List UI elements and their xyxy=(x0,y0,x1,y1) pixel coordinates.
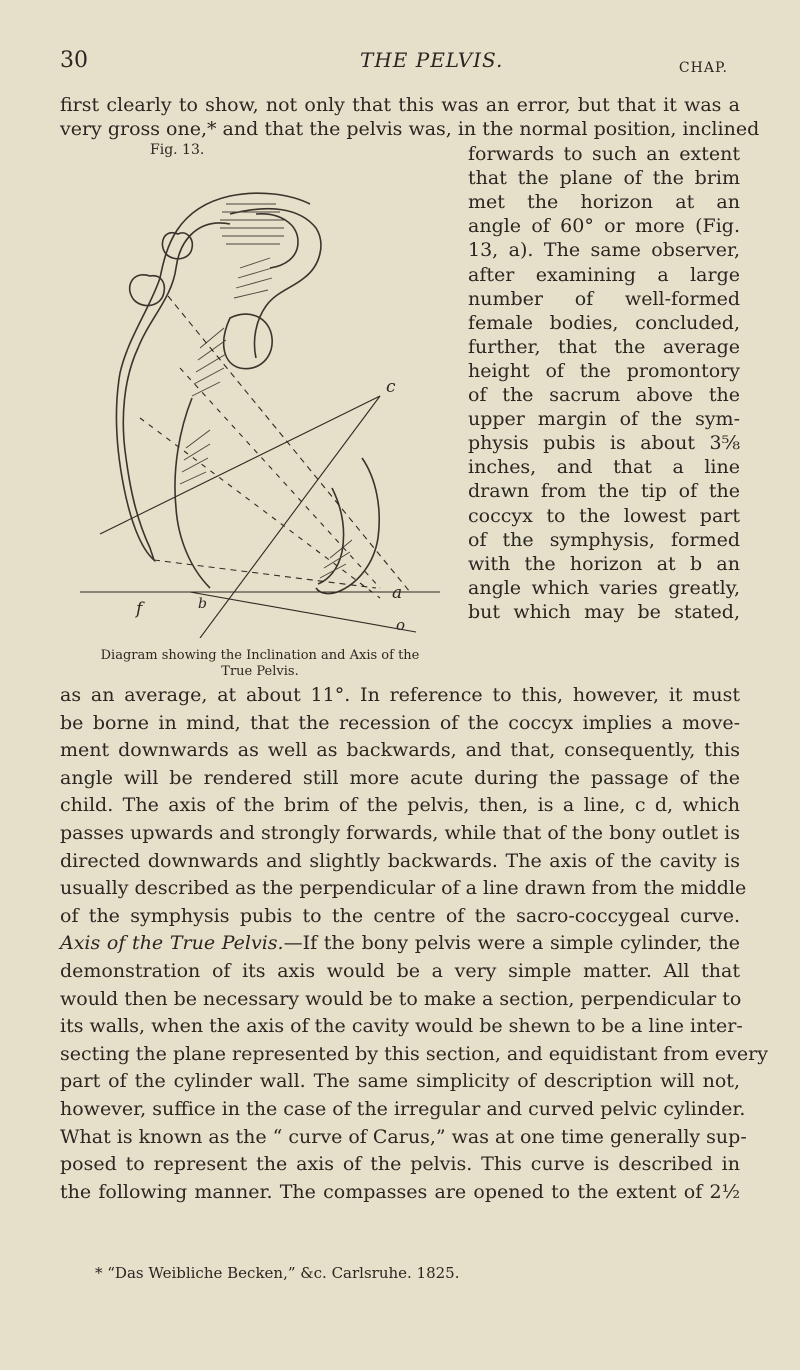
figure-caption xyxy=(60,648,460,680)
text-line: angle which varies greatly, xyxy=(468,576,740,599)
text-line: further, that the average xyxy=(468,335,740,358)
text-line: secting the plane represented by this section, and equidistant from every xyxy=(60,1042,768,1065)
text-line: first clearly to show, not only that this was an error, but that it was a xyxy=(60,94,740,116)
text-line: but which may be stated, xyxy=(468,600,740,623)
ilium-outline xyxy=(230,209,321,358)
text-line: part of the cylinder wall. The same simplicity of description will not, xyxy=(60,1070,740,1093)
page-number: 30 xyxy=(60,48,88,73)
text-line: physis pubis is about 3⅝ xyxy=(468,432,740,455)
text-line: angle of 60° or more (Fig. xyxy=(468,215,740,238)
text-line: demonstration of its axis would be a very simple matter. All that xyxy=(60,960,740,982)
outlet-line-b xyxy=(190,592,416,632)
text-line: angle will be rendered still more acute during the passage of the xyxy=(60,766,740,789)
section-heading: Axis of the True Pelvis. xyxy=(60,932,284,955)
text-line: after examining a large xyxy=(468,263,740,286)
footnote: * “Das Weibliche Becken,” &c. Carlsruhe. 1825. xyxy=(95,1264,460,1282)
page-header xyxy=(60,48,728,78)
coccyx-line xyxy=(154,560,376,588)
text-line: What is known as the “ curve of Carus,” was at one time generally sup- xyxy=(60,1125,747,1148)
pubis-outline xyxy=(316,458,379,594)
letter-c: c xyxy=(386,377,396,397)
inner-dashed-line xyxy=(180,368,380,588)
vertebra-upper xyxy=(162,233,192,259)
text-line: of the sacrum above the xyxy=(468,384,740,406)
text-line: with the horizon at b an xyxy=(468,552,740,575)
letter-b: b xyxy=(198,596,207,612)
text-line: child. The axis of the brim of the pelvis, then, is a line, c d, which xyxy=(60,794,740,817)
acetabulum xyxy=(224,314,273,369)
text-line: that the plane of the brim xyxy=(468,167,740,190)
text-line: be borne in mind, that the recession of the coccyx implies a move- xyxy=(60,711,740,734)
ischium-outline xyxy=(175,398,210,588)
brim-plane-line xyxy=(100,396,380,534)
running-title: THE PELVIS. xyxy=(360,48,504,72)
sacrum-outline xyxy=(117,193,310,560)
text-line: upper margin of the sym- xyxy=(468,408,740,431)
text-line: female bodies, concluded, xyxy=(468,311,740,334)
figure-label: Fig. 13. xyxy=(150,142,205,158)
caption-line: True Pelvis. xyxy=(221,664,299,679)
text-line: its walls, when the axis of the cavity would be shewn to be a line inter- xyxy=(60,1015,743,1038)
text-line: number of well-formed xyxy=(468,287,740,310)
promontory-line xyxy=(168,296,410,592)
pubic-ramus xyxy=(318,488,344,584)
text-line: forwards to such an extent xyxy=(468,143,740,165)
text-line: Axis of the True Pelvis.—If the bony pelvis were a simple cylinder, the xyxy=(60,932,740,955)
text-line: height of the promontory xyxy=(468,359,740,382)
text-line: would then be necessary would be to make a section, perpendicular to xyxy=(60,987,742,1010)
text-line: however, suffice in the case of the irregular and curved pelvic cylinder. xyxy=(60,1098,746,1120)
text-line: as an average, at about 11°. In reference to this, however, it must xyxy=(60,684,740,706)
letter-f: f xyxy=(136,599,143,619)
text-line: usually described as the perpendicular of a line drawn from the middle xyxy=(60,877,747,900)
text-line: of the symphysis, formed xyxy=(468,528,740,551)
iliac-crest xyxy=(256,214,298,268)
text-line: very gross one,* and that the pelvis was, in the normal position, inclined xyxy=(60,118,760,140)
text-line: met the horizon at an xyxy=(468,191,740,214)
letter-a: a xyxy=(392,583,403,603)
pelvis-diagram xyxy=(80,168,460,638)
text-line: passes upwards and strongly forwards, while that of the bony outlet is xyxy=(60,822,740,844)
figure-13 xyxy=(60,142,460,682)
text-line: of the symphysis pubis to the centre of the sacro-coccygeal curve. xyxy=(60,904,740,927)
text-line: inches, and that a line xyxy=(468,456,740,479)
text-line: posed to represent the axis of the pelvis. This curve is described in xyxy=(60,1153,740,1176)
text-line: ment downwards as well as backwards, and that, consequently, this xyxy=(60,739,740,762)
letter-o: o xyxy=(396,616,406,634)
text-line: the following manner. The compasses are opened to the extent of 2½ xyxy=(60,1180,740,1203)
text-line: drawn from the tip of the xyxy=(468,480,740,503)
text-line: coccyx to the lowest part xyxy=(468,504,740,527)
text-line: directed downwards and slightly backwards. The axis of the cavity is xyxy=(60,849,740,872)
caption-line: Diagram showing the Inclination and Axis of the xyxy=(100,648,420,663)
chapter-mark: CHAP. xyxy=(678,60,728,76)
text-line: 13, a). The same observer, xyxy=(468,239,740,262)
axis-line-c-d xyxy=(200,396,380,638)
